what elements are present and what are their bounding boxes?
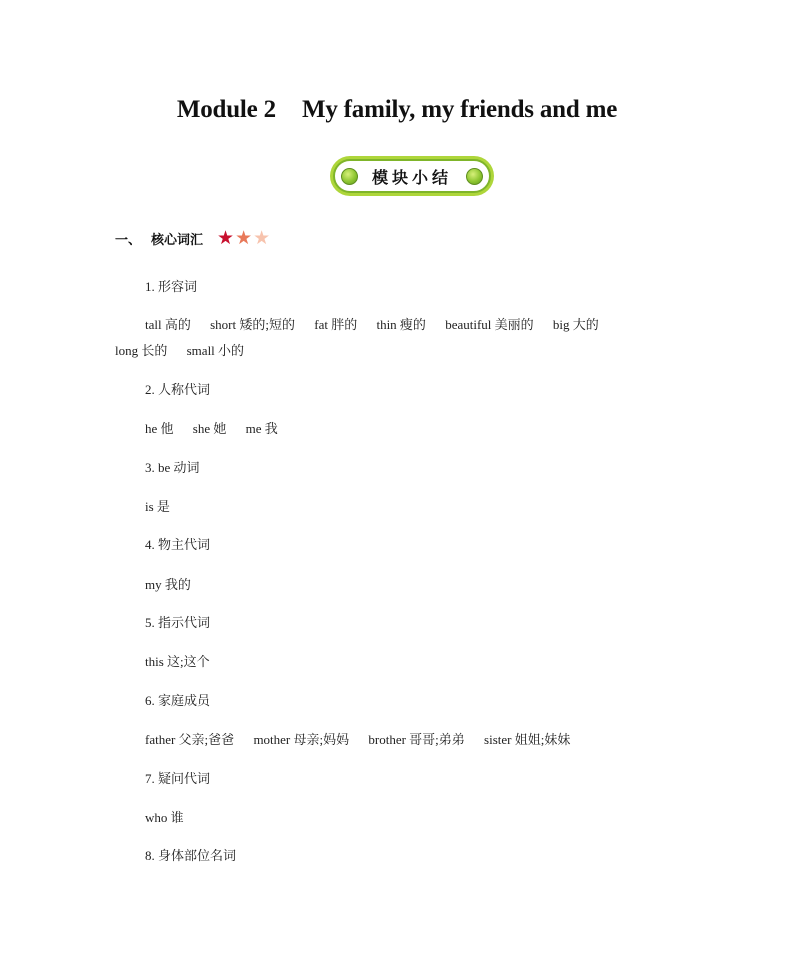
green-dot-icon xyxy=(341,168,358,185)
vocab-line xyxy=(145,496,170,515)
vocab-item: fat 胖的 xyxy=(314,317,358,332)
vocab-item: long 长的 xyxy=(115,343,168,358)
module-number: Module 2 xyxy=(176,96,276,123)
star-icon: ★ xyxy=(253,226,271,249)
vocab-item: tall 高的 xyxy=(145,317,191,332)
vocab-item: my 我的 xyxy=(145,577,191,592)
vocab-line xyxy=(115,340,244,359)
vocab-item: me 我 xyxy=(245,421,278,436)
vocab-item: sister 姐姐;妹妹 xyxy=(484,732,571,747)
page-title xyxy=(0,96,794,124)
star-icon: ★ xyxy=(235,226,253,249)
vocab-item: who 谁 xyxy=(145,810,184,825)
vocab-item: short 矮的;短的 xyxy=(210,317,295,332)
section-label: 核心词汇 xyxy=(151,232,204,248)
category-heading: 7. 疑问代词 xyxy=(145,771,211,786)
vocab-item: mother 母亲;妈妈 xyxy=(253,732,350,747)
category-heading: 1. 形容词 xyxy=(145,279,198,294)
vocab-item: she 她 xyxy=(192,421,227,436)
category-heading: 4. 物主代词 xyxy=(145,537,211,552)
vocab-item: father 父亲;爸爸 xyxy=(145,732,235,747)
section-heading xyxy=(115,228,271,248)
badge-label: 模块小结 xyxy=(371,167,452,187)
vocab-item: is 是 xyxy=(145,499,170,514)
vocab-item: beautiful 美丽的 xyxy=(445,317,534,332)
module-summary-badge xyxy=(330,156,494,196)
vocab-line xyxy=(145,807,184,826)
section-number: 一、 xyxy=(115,232,142,248)
category-heading: 8. 身体部位名词 xyxy=(145,848,237,863)
category-heading: 3. be 动词 xyxy=(145,460,200,475)
vocab-item: thin 瘦的 xyxy=(376,317,426,332)
category-heading: 5. 指示代词 xyxy=(145,615,211,630)
vocab-item: brother 哥哥;弟弟 xyxy=(368,732,465,747)
star-icon: ★ xyxy=(217,226,235,249)
vocab-line xyxy=(145,314,599,333)
vocab-item: he 他 xyxy=(145,421,174,436)
green-dot-icon xyxy=(466,168,483,185)
vocab-item: small 小的 xyxy=(186,343,245,358)
vocab-item: big 大的 xyxy=(552,317,599,332)
module-topic: My family, my friends and me xyxy=(301,96,618,123)
category-heading: 2. 人称代词 xyxy=(145,382,211,397)
difficulty-rating xyxy=(217,226,271,249)
vocab-line xyxy=(145,651,210,670)
vocab-line xyxy=(145,574,191,593)
vocab-item: this 这;这个 xyxy=(145,654,210,669)
vocab-line xyxy=(145,729,570,748)
vocab-line xyxy=(145,418,278,437)
category-heading: 6. 家庭成员 xyxy=(145,693,211,708)
